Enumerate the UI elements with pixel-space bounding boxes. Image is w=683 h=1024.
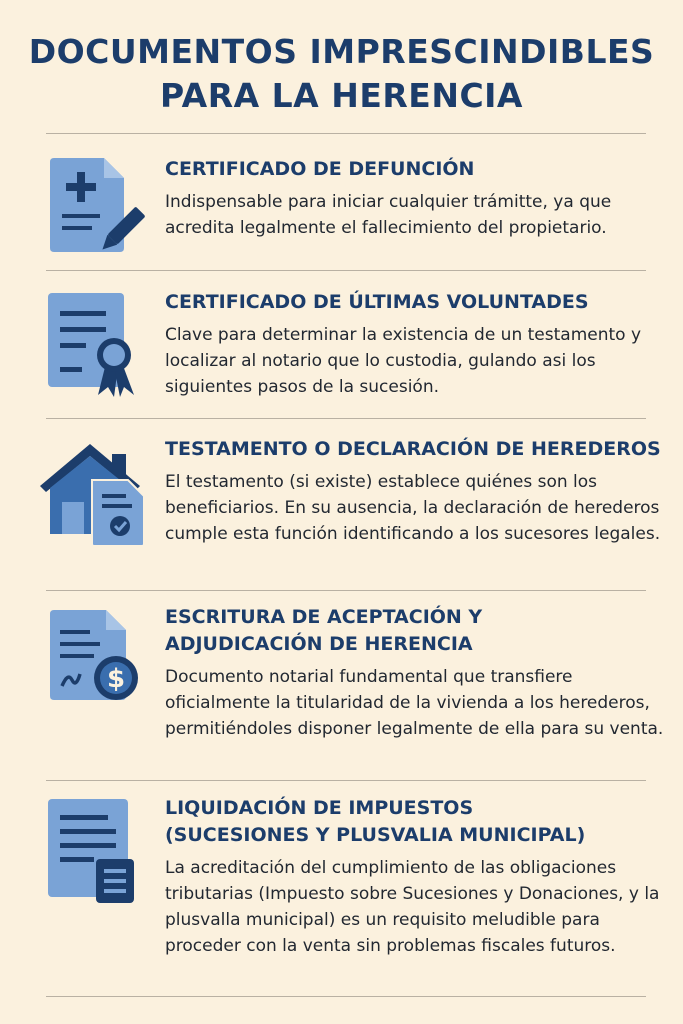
section-body: Clave para determinar la existencia de un testamento y localizar al notario que lo custodia, gulando asi los siguientes pasos de la sucesión. [165, 325, 642, 397]
heading-line: CERTIFICADO DE DEFUNCIÓN [165, 158, 475, 180]
house-document-icon [38, 440, 150, 550]
section-text [165, 604, 665, 742]
divider [46, 590, 646, 591]
divider [46, 270, 646, 271]
heading-line: ADJUDICACIÓN DE HERENCIA [165, 633, 473, 655]
divider [46, 418, 646, 419]
heading-line: TESTAMENTO O DECLARACIÓN DE HEREDEROS [165, 438, 661, 460]
section-body: Documento notarial fundamental que transfiere oficialmente la titularidad de la vivienda a los herederos, permitiéndoles disponer legalmente de ella para su venta. [165, 667, 664, 739]
signed-deed-dollar-icon [46, 608, 146, 708]
section-heading [165, 436, 665, 463]
section-heading [165, 289, 665, 316]
certificate-ribbon-icon [46, 291, 146, 401]
section-text [165, 156, 665, 241]
page-title [0, 30, 683, 118]
section-heading [165, 156, 665, 183]
title-line-2: PARA LA HERENCIA [160, 76, 523, 115]
section-body: El testamento (si existe) establece quiénes son los beneficiarios. En su ausencia, la declaración de herederos cumple esta función identificando a los sucesores legales. [165, 472, 661, 544]
heading-line: (SUCESIONES Y PLUSVALIA MUNICIPAL) [165, 824, 586, 846]
section-body: La acreditación del cumplimiento de las obligaciones tributarias (Impuesto sobre Sucesiones y Donaciones, y la plusvalla municipal) es un requisito meludible para proceder con la venta sin problemas fiscales futuros. [165, 858, 660, 956]
heading-line: CERTIFICADO DE ÚLTIMAS VOLUNTADES [165, 291, 589, 313]
divider [46, 996, 646, 997]
section-body: Indispensable para iniciar cualquier trámitte, ya que acredita legalmente el fallecimiento del propietario. [165, 192, 612, 238]
death-certificate-icon [46, 156, 146, 260]
section-heading [165, 795, 665, 849]
heading-line: ESCRITURA DE ACEPTACIÓN Y [165, 606, 483, 628]
section-text [165, 436, 665, 547]
svg-text:$: $ [106, 664, 126, 694]
title-line-1: DOCUMENTOS IMPRESCINDIBLES [28, 32, 655, 71]
heading-line: LIQUIDACIÓN DE IMPUESTOS [165, 797, 474, 819]
divider [46, 133, 646, 134]
tax-document-icon [46, 797, 146, 909]
section-text [165, 795, 665, 959]
divider [46, 780, 646, 781]
section-text [165, 289, 665, 400]
section-heading [165, 604, 665, 658]
